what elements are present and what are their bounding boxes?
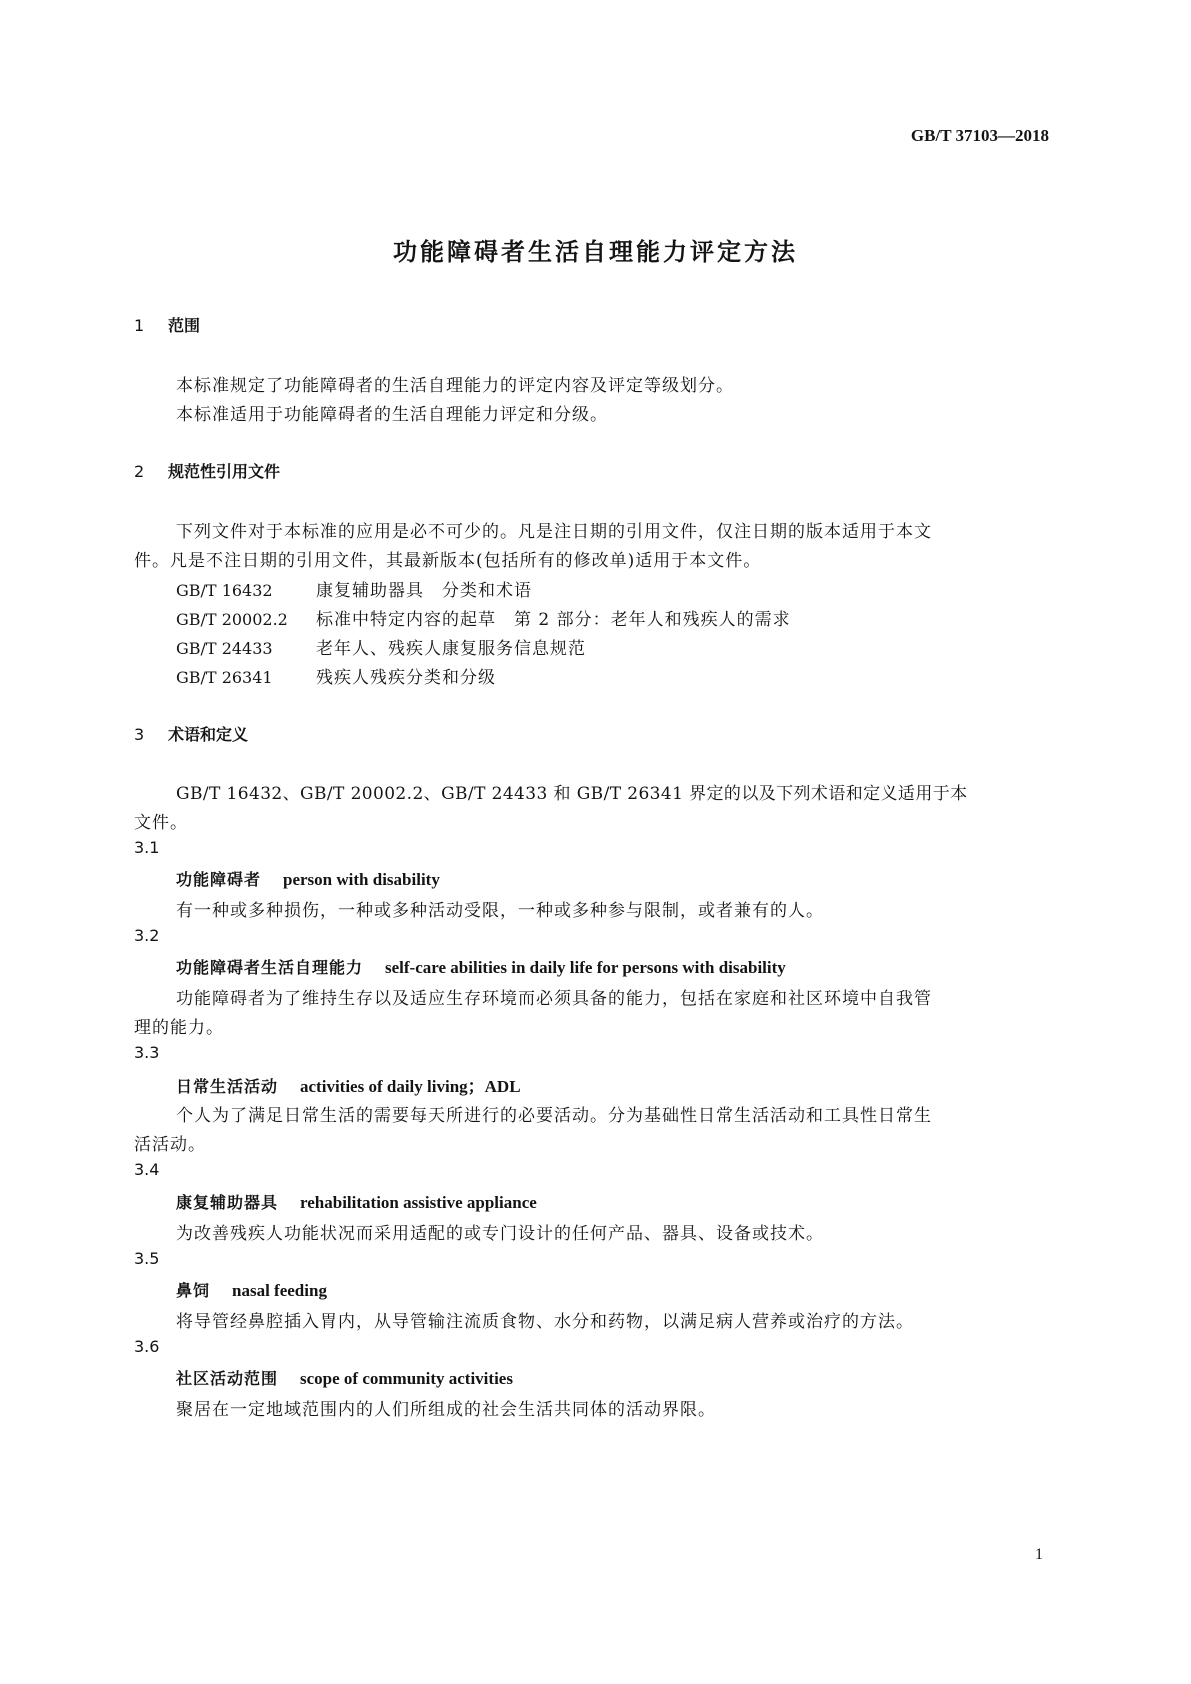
section-heading-terms-and-definitions: [134, 722, 248, 745]
reference-item: [176, 576, 532, 601]
section-heading-normative-references: [134, 459, 280, 482]
term-definition: 聚居在一定地域范围内的人们所组成的社会生活共同体的活动界限。: [176, 1400, 716, 1420]
term-entry: [176, 1366, 513, 1389]
term-zh: 康复辅助器具: [176, 1193, 279, 1212]
term-entry: [176, 1072, 521, 1097]
document-title: 功能障碍者生活自理能力评定方法: [393, 238, 798, 266]
term-number: 3.6: [134, 1337, 160, 1356]
reference-title: 老年人、残疾人康复服务信息规范: [316, 639, 586, 659]
term-zh: 鼻饲: [176, 1281, 211, 1300]
term-entry: [176, 955, 786, 978]
term-en: scope of community activities: [300, 1369, 513, 1388]
reference-code: GB/T 26341: [176, 668, 273, 687]
term-number: 3.4: [134, 1160, 160, 1179]
section-heading-scope: [134, 313, 200, 336]
term-number: 3.1: [134, 838, 160, 857]
paragraph: GB/T 16432、GB/T 20002.2、GB/T 24433 和 GB/T 26341 界定的以及下列术语和定义适用于本: [176, 784, 968, 804]
paragraph-continuation: 件。凡是不注日期的引用文件，其最新版本(包括所有的修改单)适用于本文件。: [134, 551, 762, 571]
section-title: 术语和定义: [168, 725, 249, 744]
term-en: rehabilitation assistive appliance: [300, 1193, 537, 1212]
section-number: 2: [134, 462, 145, 481]
term-definition: 将导管经鼻腔插入胃内，从导管输注流质食物、水分和药物，以满足病人营养或治疗的方法。: [176, 1312, 914, 1332]
reference-title: 标准中特定内容的起草 第 2 部分：老年人和残疾人的需求: [316, 610, 791, 630]
reference-code: GB/T 16432: [176, 581, 273, 600]
paragraph: 本标准适用于功能障碍者的生活自理能力评定和分级。: [176, 405, 608, 425]
standard-code: GB/T 37103—2018: [910, 126, 1049, 145]
term-number: 3.5: [134, 1249, 160, 1268]
term-definition: 功能障碍者为了维持生存以及适应生存环境而必须具备的能力，包括在家庭和社区环境中自我管: [176, 989, 932, 1009]
reference-code: GB/T 24433: [176, 639, 273, 658]
term-definition: 有一种或多种损伤，一种或多种活动受限，一种或多种参与限制，或者兼有的人。: [176, 901, 824, 921]
section-title: 范围: [168, 316, 201, 335]
term-zh: 功能障碍者生活自理能力: [176, 958, 364, 977]
reference-item: [176, 663, 496, 688]
term-en: self-care abilities in daily life for persons with disability: [385, 958, 786, 977]
page-number: 1: [1035, 1546, 1043, 1563]
term-en: person with disability: [283, 870, 440, 889]
term-definition-continuation: 理的能力。: [134, 1018, 224, 1038]
term-definition: 为改善残疾人功能状况而采用适配的或专门设计的任何产品、器具、设备或技术。: [176, 1224, 824, 1244]
term-number: 3.3: [134, 1043, 160, 1062]
term-definition-continuation: 活活动。: [134, 1135, 206, 1155]
term-entry: [176, 1190, 537, 1213]
reference-item: [176, 634, 586, 659]
section-number: 1: [134, 316, 145, 335]
reference-title: 残疾人残疾分类和分级: [316, 668, 496, 688]
section-number: 3: [134, 725, 145, 744]
term-number: 3.2: [134, 926, 160, 945]
reference-code: GB/T 20002.2: [176, 610, 288, 629]
term-en: activities of daily living；ADL: [300, 1077, 521, 1096]
paragraph-continuation: 文件。: [134, 813, 188, 833]
reference-title: 康复辅助器具 分类和术语: [316, 581, 532, 601]
term-definition: 个人为了满足日常生活的需要每天所进行的必要活动。分为基础性日常生活活动和工具性日常生: [176, 1106, 932, 1126]
term-zh: 功能障碍者: [176, 870, 262, 889]
term-entry: [176, 1278, 327, 1301]
reference-item: [176, 605, 791, 630]
term-zh: 社区活动范围: [176, 1369, 279, 1388]
term-en: nasal feeding: [232, 1281, 327, 1300]
term-entry: [176, 867, 440, 890]
paragraph: 下列文件对于本标准的应用是必不可少的。凡是注日期的引用文件，仅注日期的版本适用于本文: [176, 522, 932, 542]
term-zh: 日常生活活动: [176, 1077, 279, 1096]
section-title: 规范性引用文件: [168, 462, 281, 481]
paragraph: 本标准规定了功能障碍者的生活自理能力的评定内容及评定等级划分。: [176, 376, 734, 396]
